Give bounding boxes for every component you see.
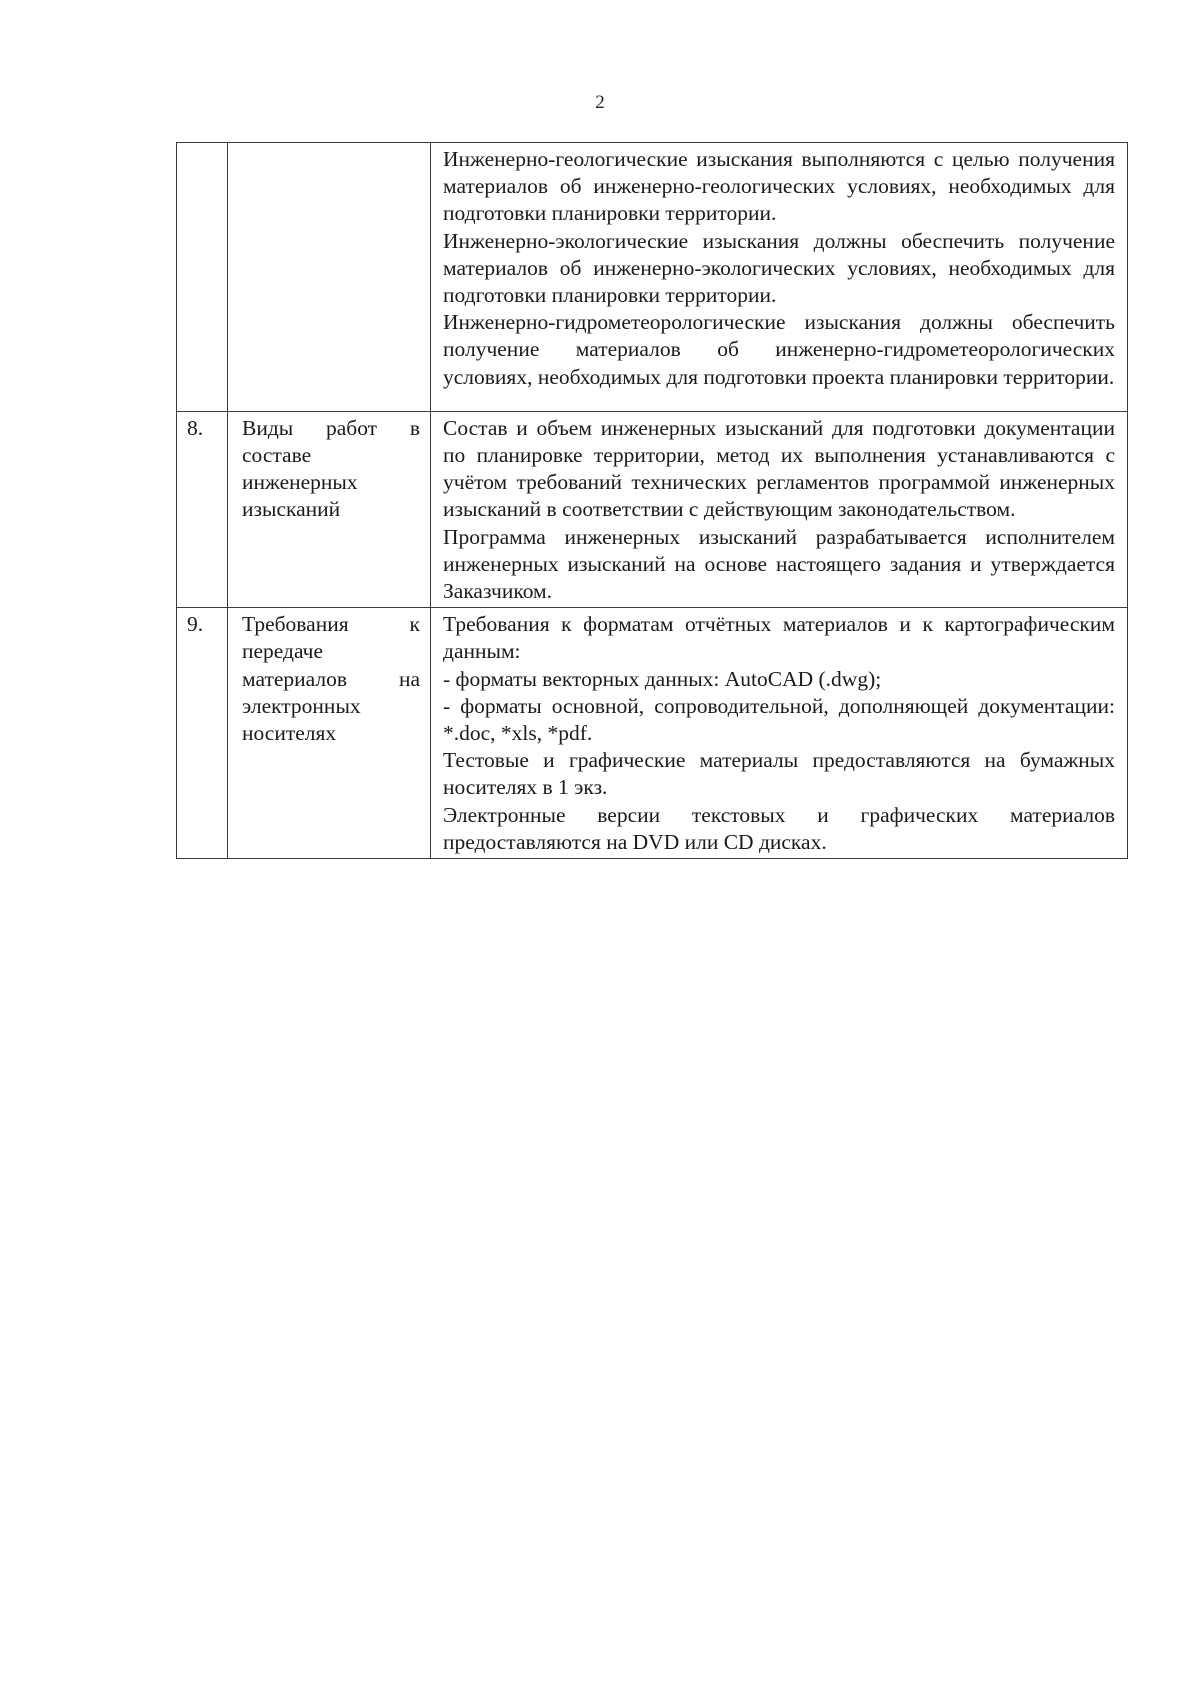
- description-paragraph: Инженерно-экологические изыскания должны обеспечить получение материалов об инженерно-экологических условиях, необходимых для подготовки планировки территории.: [443, 228, 1115, 308]
- row-title: [228, 143, 431, 412]
- row-title: Требования к передаче материалов на электронных носителях: [228, 608, 431, 859]
- table-row: [177, 143, 1128, 412]
- description-paragraph: Требования к форматам отчётных материалов и к картографическим данным:: [443, 612, 1115, 664]
- table-row: [177, 411, 1128, 607]
- description-paragraph: - форматы векторных данных: AutoCAD (.dwg);: [443, 666, 882, 691]
- description-paragraph: Электронные версии текстовых и графических материалов предоставляются на DVD или CD дисках.: [443, 802, 1115, 854]
- description-paragraph: Состав и объем инженерных изысканий для подготовки документации по планировке территории, метод их выполнения устанавливаются с учётом требований технических регламентов программой инженерных изысканий в соответствии с действующим законодательством.: [443, 415, 1115, 522]
- description-paragraph: Тестовые и графические материалы предоставляются на бумажных носителях в 1 экз.: [443, 748, 1115, 800]
- description-paragraph: Программа инженерных изысканий разрабатывается исполнителем инженерных изысканий на основе настоящего задания и утверждается Заказчиком.: [443, 524, 1115, 604]
- description-paragraph: Инженерно-гидрометеорологические изыскания должны обеспечить получение материалов об инженерно-гидрометеорологических условиях, необходимых для подготовки проекта планировки территории.: [443, 310, 1115, 389]
- row-description: [431, 608, 1128, 859]
- row-number: 8.: [177, 411, 228, 607]
- row-number: [177, 143, 228, 412]
- description-paragraph: - форматы основной, сопроводительной, дополняющей документации: *.doc, *xls, *pdf.: [443, 693, 1115, 746]
- row-title: Виды работ в составе инженерных изысканий: [228, 411, 431, 607]
- description-paragraph: Инженерно-геологические изыскания выполняются с целью получения материалов об инженерно-геологических условиях, необходимых для подготовки планировки территории.: [443, 147, 1115, 226]
- table-row: [177, 608, 1128, 859]
- page-number: 2: [595, 92, 605, 113]
- row-number: 9.: [177, 608, 228, 859]
- requirements-table: [176, 142, 1128, 859]
- row-description: [431, 411, 1128, 607]
- row-description: [431, 143, 1128, 412]
